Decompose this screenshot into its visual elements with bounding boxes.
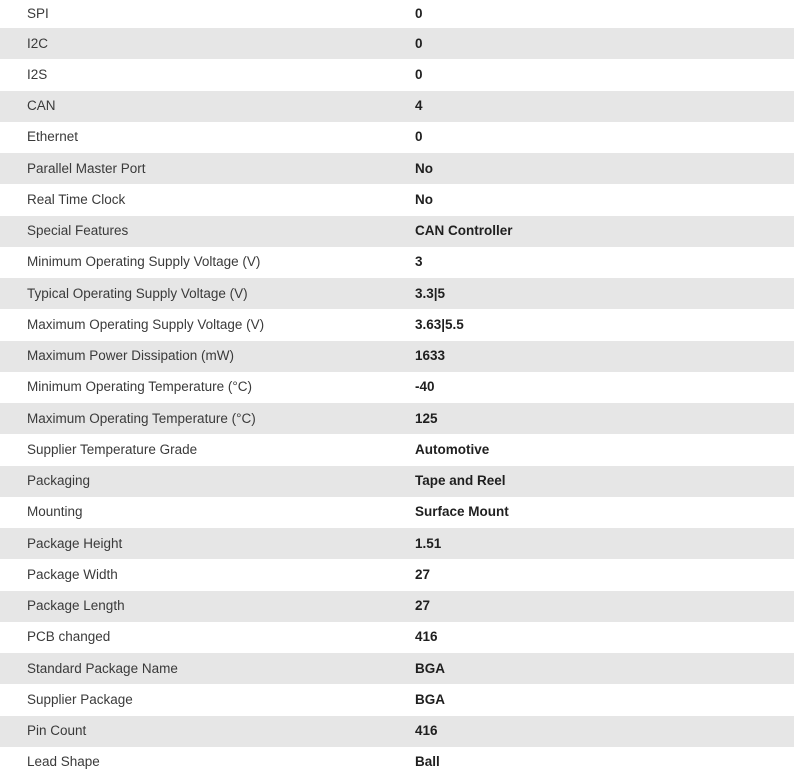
table-row xyxy=(0,622,794,653)
spec-value: 27 xyxy=(415,591,794,622)
spec-label: Mounting xyxy=(0,497,415,528)
spec-label: Real Time Clock xyxy=(0,184,415,215)
spec-label: Pin Count xyxy=(0,716,415,747)
table-row xyxy=(0,247,794,278)
spec-value: 27 xyxy=(415,559,794,590)
table-row xyxy=(0,59,794,90)
table-row xyxy=(0,153,794,184)
spec-label: PCB changed xyxy=(0,622,415,653)
spec-value: 3.3|5 xyxy=(415,278,794,309)
spec-value: 0 xyxy=(415,0,794,28)
table-row xyxy=(0,559,794,590)
table-row xyxy=(0,122,794,153)
spec-label: Minimum Operating Temperature (°C) xyxy=(0,372,415,403)
table-row xyxy=(0,372,794,403)
spec-value: Surface Mount xyxy=(415,497,794,528)
table-row xyxy=(0,591,794,622)
spec-value: -40 xyxy=(415,372,794,403)
table-row xyxy=(0,184,794,215)
spec-value: BGA xyxy=(415,653,794,684)
spec-label: I2C xyxy=(0,28,415,59)
spec-label: Minimum Operating Supply Voltage (V) xyxy=(0,247,415,278)
spec-label: Standard Package Name xyxy=(0,653,415,684)
table-row xyxy=(0,216,794,247)
spec-value: 0 xyxy=(415,59,794,90)
spec-label: Supplier Package xyxy=(0,684,415,715)
spec-value: CAN Controller xyxy=(415,216,794,247)
spec-label: Package Width xyxy=(0,559,415,590)
spec-value: Tape and Reel xyxy=(415,466,794,497)
spec-label: I2S xyxy=(0,59,415,90)
spec-value: Automotive xyxy=(415,434,794,465)
spec-value: 416 xyxy=(415,716,794,747)
spec-value: 125 xyxy=(415,403,794,434)
spec-value: 416 xyxy=(415,622,794,653)
spec-label: Typical Operating Supply Voltage (V) xyxy=(0,278,415,309)
spec-value: 4 xyxy=(415,91,794,122)
spec-label: Special Features xyxy=(0,216,415,247)
spec-value: 3.63|5.5 xyxy=(415,309,794,340)
spec-label: Maximum Operating Temperature (°C) xyxy=(0,403,415,434)
table-row xyxy=(0,28,794,59)
table-row xyxy=(0,747,794,778)
table-row xyxy=(0,434,794,465)
table-row xyxy=(0,466,794,497)
spec-label: Maximum Power Dissipation (mW) xyxy=(0,341,415,372)
spec-value: 0 xyxy=(415,28,794,59)
spec-value: BGA xyxy=(415,684,794,715)
spec-label: Supplier Temperature Grade xyxy=(0,434,415,465)
table-row xyxy=(0,278,794,309)
spec-label: Packaging xyxy=(0,466,415,497)
spec-label: Parallel Master Port xyxy=(0,153,415,184)
table-row xyxy=(0,91,794,122)
spec-label: Lead Shape xyxy=(0,747,415,778)
table-row xyxy=(0,528,794,559)
spec-value: 3 xyxy=(415,247,794,278)
spec-value: 0 xyxy=(415,122,794,153)
table-row xyxy=(0,309,794,340)
table-row xyxy=(0,497,794,528)
table-row xyxy=(0,0,794,28)
spec-label: CAN xyxy=(0,91,415,122)
table-row xyxy=(0,341,794,372)
table-row xyxy=(0,403,794,434)
table-row xyxy=(0,684,794,715)
spec-value: No xyxy=(415,153,794,184)
spec-value: 1633 xyxy=(415,341,794,372)
spec-value: Ball xyxy=(415,747,794,778)
spec-label: SPI xyxy=(0,0,415,28)
table-row xyxy=(0,716,794,747)
spec-label: Package Height xyxy=(0,528,415,559)
spec-value: 1.51 xyxy=(415,528,794,559)
spec-label: Ethernet xyxy=(0,122,415,153)
spec-value: No xyxy=(415,184,794,215)
table-row xyxy=(0,653,794,684)
spec-label: Package Length xyxy=(0,591,415,622)
spec-label: Maximum Operating Supply Voltage (V) xyxy=(0,309,415,340)
